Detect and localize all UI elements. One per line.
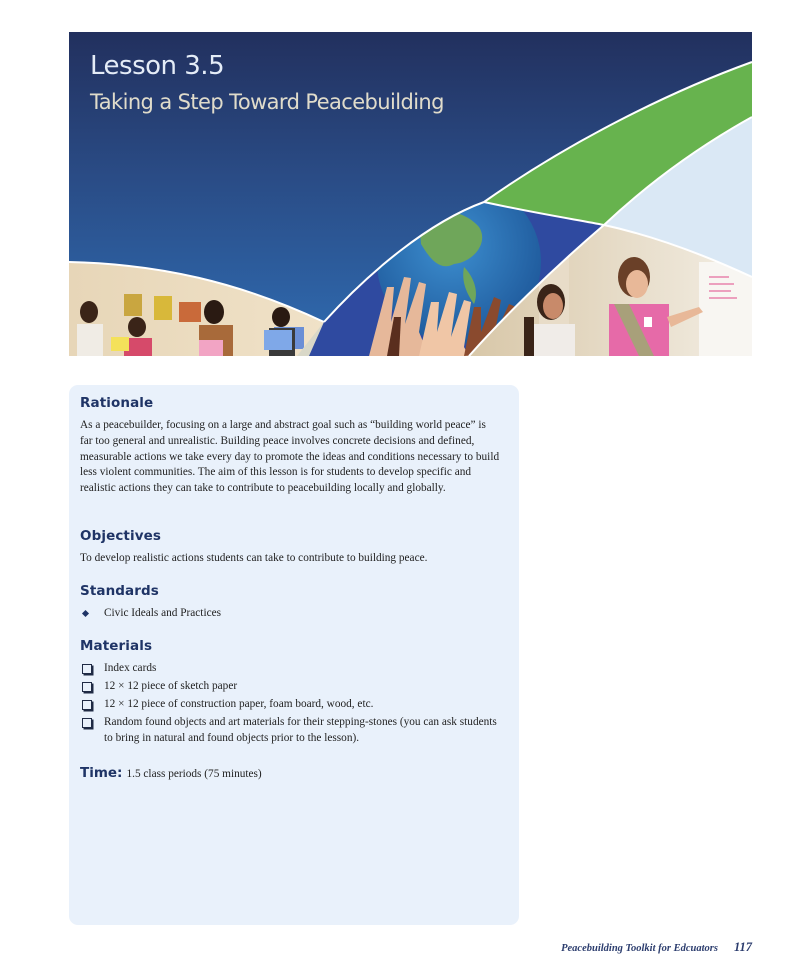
time-label: Time:: [80, 765, 123, 781]
time-value: 1.5 class periods (75 minutes): [126, 768, 262, 780]
standards-item: Civic Ideals and Practices: [80, 606, 505, 622]
materials-item: 12 × 12 piece of construction paper, foam board, wood, etc.: [80, 697, 505, 713]
objectives-heading: Objectives: [80, 528, 161, 544]
diamond-bullet-icon: [82, 610, 89, 617]
materials-item: 12 × 12 piece of sketch paper: [80, 679, 505, 695]
page-footer: [561, 938, 752, 956]
lesson-banner: [69, 32, 752, 356]
checkbox-icon: [82, 700, 92, 710]
checkbox-icon: [82, 682, 92, 692]
time-line: [80, 764, 262, 782]
materials-heading: Materials: [80, 638, 153, 654]
objectives-text: To develop realistic actions students can take to contribute to building peace.: [80, 552, 428, 564]
checkbox-icon: [82, 664, 92, 674]
materials-item: Random found objects and art materials for their stepping-stones (you can ask students to bring in natural and found objects prior to the lesson).: [80, 715, 505, 746]
page-number: 117: [733, 940, 752, 954]
checkbox-icon: [82, 718, 92, 728]
lesson-number: Lesson 3.5: [90, 51, 225, 81]
lesson-title: Taking a Step Toward Peacebuilding: [90, 90, 444, 114]
book-title: Peacebuilding Toolkit for Edcuators: [561, 943, 718, 954]
lesson-overview-box: [69, 385, 519, 925]
materials-item: Index cards: [80, 661, 505, 677]
standards-heading: Standards: [80, 583, 159, 599]
rationale-text: As a peacebuilder, focusing on a large and abstract goal such as “building world peace” is far too general and unrealistic. Building peace involves concrete decisions and defined, measurable actions we take every day to promote the ideas and conditions necessary to build less violent communities. The aim of this lesson is for students to develop specific and realistic actions they can take to contribute to peacebuilding locally and globally.: [80, 419, 500, 495]
rationale-heading: Rationale: [80, 395, 154, 411]
